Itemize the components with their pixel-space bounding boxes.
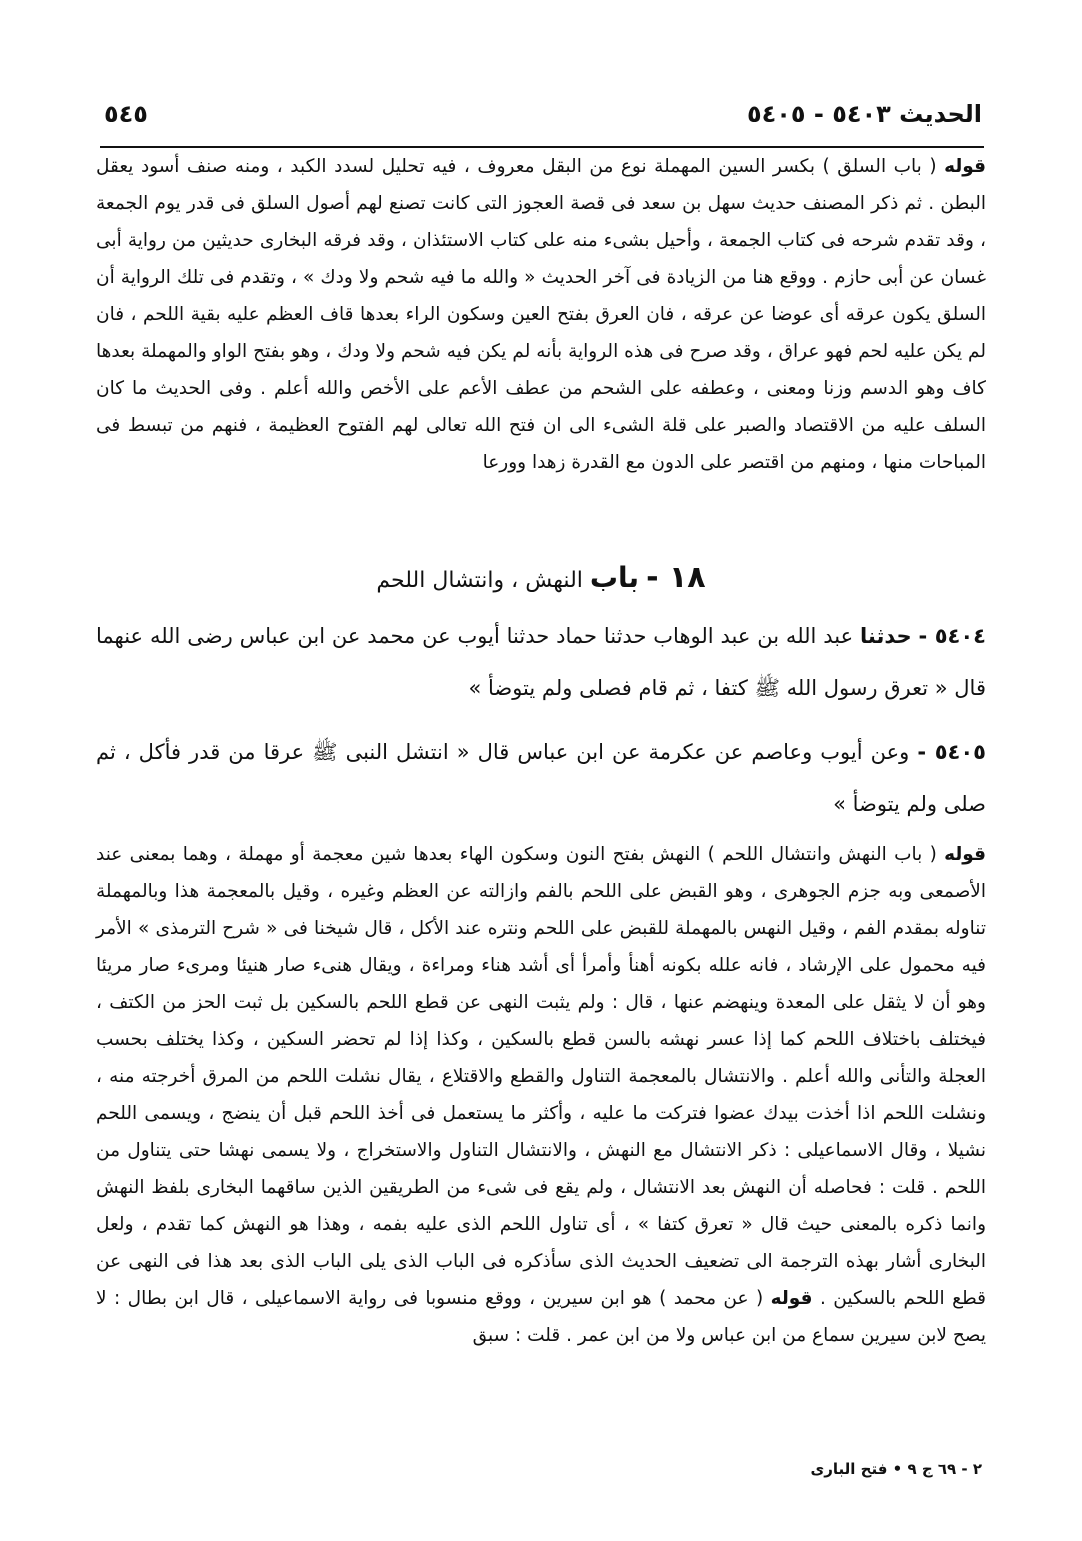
hadith-text: وعن أيوب وعاصم عن عكرمة عن ابن عباس قال « انتشل النبى ﷺ عرقا من قدر فأكل ، ثم صلى ولم يتوضأ » — [96, 740, 986, 816]
chapter-bab-label: باب — [589, 561, 640, 594]
commentary-text: ( باب السلق ) بكسر السين المهملة نوع من البقل معروف ، فيه تحليل لسدد الكبد ، ومنه صنف أسود يعقل البطن . ثم ذكر المصنف حديث سهل بن سعد فى قصة العجوز التى كانت تصنع لهم أصول السلق فى قدر يوم الجمعة ، وقد تقدم شرحه فى كتاب الجمعة ، وأحيل بشىء منه على كتاب الاستئذان ، وقد فرقه البخارى حديثين من رواية أبى غسان عن أبى حازم . ووقع هنا من الزيادة فى آخر الحديث « والله ما فيه شحم ولا ودك » ، وتقدم فى تلك الرواية أن السلق يكون عرقه أى عوضا عن عرقه ، فان العرق بفتح العين وسكون الراء بعدها قاف العظم عليه بقية اللحم ، فان لم يكن عليه لحم فهو عراق ، وقد صرح فى هذه الرواية بأنه لم يكن فيه شحم ولا ودك ، وهو بفتح الواو والمهملة بعدها كاف وهو الدسم وزنا ومعنى ، وعطفه على الشحم من عطف الأعم على الأخص والله أعلم . وفى الحديث ما كان السلف عليه من الاقتصاد والصبر على قلة الشىء الى ان فتح الله تعالى لهم الفتوح العظيمة ، فنهم من تبسط فى المباحات منها ، ومنهم من اقتصر على الدون مع القدرة زهدا وورعا — [96, 156, 986, 473]
footer-signature: ٢ - ٦٩ ج ٩ • فتح البارى — [810, 1460, 982, 1478]
commentary-paragraph-1 — [96, 148, 986, 481]
hadith-text: عبد الله بن عبد الوهاب حدثنا حماد حدثنا أيوب عن محمد عن ابن عباس رضى الله عنهما قال « تعرق رسول الله ﷺ كتفا ، ثم قام فصلى ولم يتوضأ » — [96, 624, 986, 700]
hadith-opening-word: حدثنا — [860, 624, 912, 648]
commentary-lead-word: قوله — [944, 844, 986, 865]
chapter-heading — [96, 556, 986, 603]
commentary-lead-word-2: قوله — [770, 1288, 813, 1309]
chapter-title: النهش ، وانتشال اللحم — [376, 568, 583, 593]
hadith-number: ٥٤٠٥ - — [917, 740, 986, 764]
commentary-lead-word: قوله — [944, 156, 986, 177]
hadith-number: ٥٤٠٤ - — [918, 624, 986, 648]
commentary-paragraph-2 — [96, 836, 986, 1354]
hadith-5404 — [96, 610, 986, 714]
chapter-number: ١٨ - — [646, 560, 706, 595]
page-header — [104, 92, 982, 136]
commentary-text-2: ( عن محمد ) هو ابن سيرين ، ووقع منسوبا فى رواية الاسماعيلى ، قال ابن بطال : لا يصح لابن سيرين سماع من ابن عباس ولا من ابن عمر . قلت : سبق — [96, 1288, 986, 1346]
hadith-5405 — [96, 726, 986, 830]
running-title: الحديث ٥٤٠٣ - ٥٤٠٥ — [746, 100, 982, 128]
commentary-text: ( باب النهش وانتشال اللحم ) النهش بفتح النون وسكون الهاء بعدها شين معجمة أو مهملة ، وهما بمعنى عند الأصمعى وبه جزم الجوهرى ، وهو القبض على اللحم بالفم وازالته عن العظم وغيره ، وقيل بالمعجمة هذا وبالمهملة تناوله بمقدم الفم ، وقيل النهس بالمهملة للقبض على اللحم ونتره عند الأكل ، قال شيخنا فى « شرح الترمذى » الأمر فيه محمول على الإرشاد ، فانه علله بكونه أهنأ وأمرأ أى أشد هناء ومراءة ، ويقال هنىء صار هنيئا ومرىء صار مريئا وهو أن لا يثقل على المعدة وينهضم عنها ، قال : ولم يثبت النهى عن قطع اللحم بالسكين بل ثبت الحز من الكتف ، فيختلف باختلاف اللحم كما إذا عسر نهشه بالسن قطع بالسكين ، وكذا إذا لم تحضر السكين ، وكذا يختلف بحسب العجلة والتأنى والله أعلم . والانتشال بالمعجمة التناول والقطع والاقتلاع ، يقال نشلت اللحم من المرق أخرجته منه ، ونشلت اللحم اذا أخذت بيدك عضوا فتركت ما عليه ، وأكثر ما يستعمل فى أخذ اللحم قبل أن ينضج ، ويسمى اللحم نشيلا ، وقال الاسماعيلى : ذكر الانتشال مع النهش ، والانتشال التناول والاستخراج ، ولا يسمى نهشا حتى يتناول من اللحم . قلت : فحاصله أن النهش بعد الانتشال ، ولم يقع فى شىء من الطريقين الذين ساقهما البخارى بلفظ النهش وانما ذكره بالمعنى حيث قال « تعرق كتفا » ، أى تناول اللحم الذى عليه بفمه ، وهذا هو النهش كما تقدم ، ولعل البخارى أشار بهذه الترجمة الى تضعيف الحديث الذى سأذكره فى الباب الذى يلى الباب الذى بعد هذا فى النهى عن قطع اللحم بالسكين . — [96, 844, 986, 1309]
page-number: ٥٤٥ — [104, 100, 148, 128]
